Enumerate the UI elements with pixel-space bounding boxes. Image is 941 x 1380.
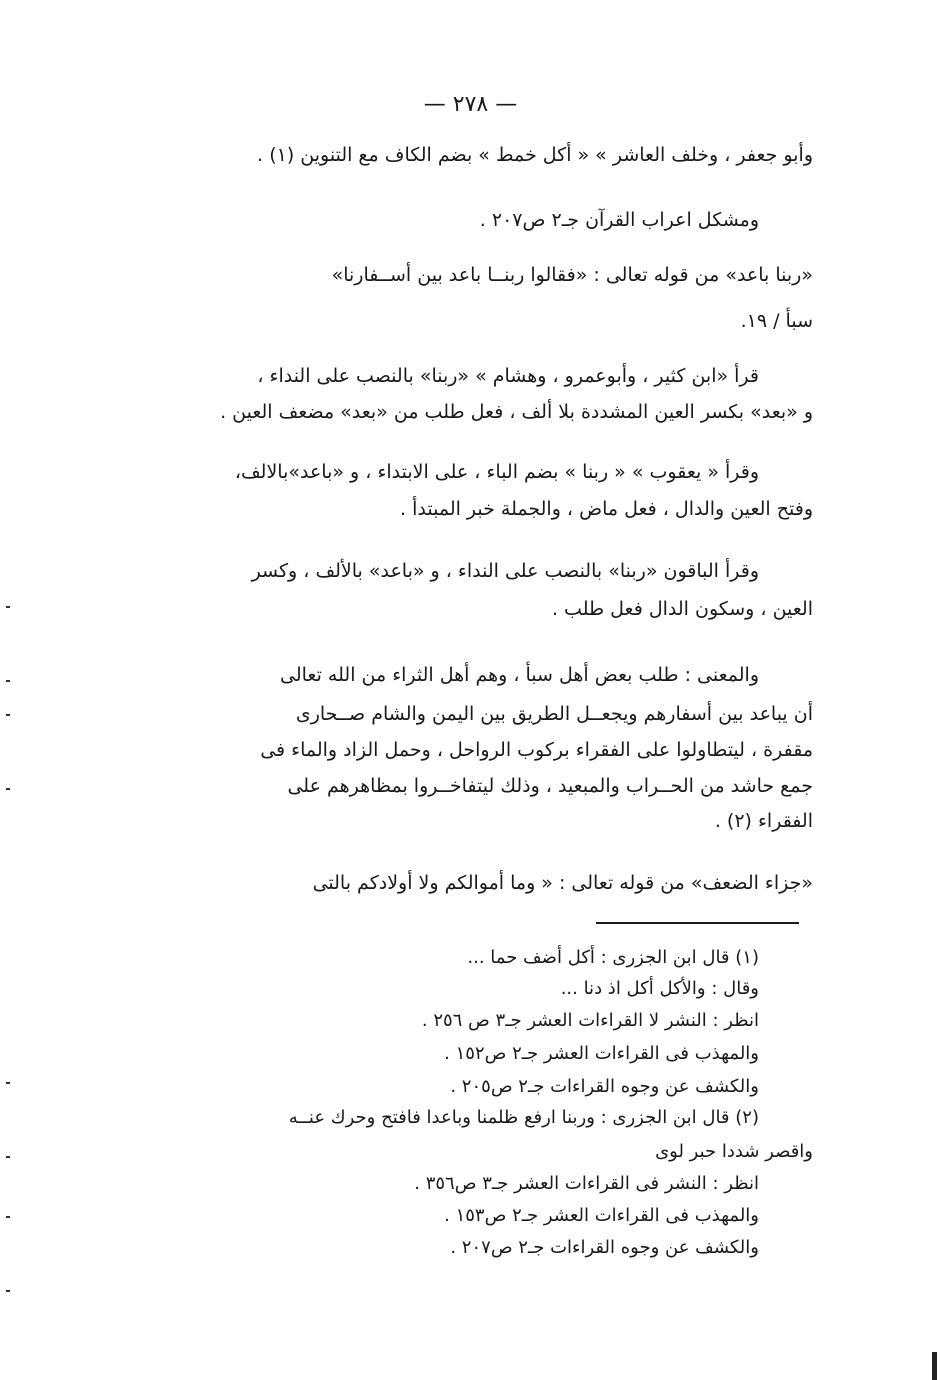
body-line-13: مقفرة ، ليتطاولوا على الفقراء بركوب الرواحل ، وحمل الزاد والماء فى (260, 739, 813, 761)
body-line-11: والمعنى : طلب بعض أهل سبأ ، وهم أهل الثراء من الله تعالى (280, 664, 759, 686)
body-line-4: سبأ / ١٩. (740, 310, 813, 332)
scan-edge-mark (932, 1352, 937, 1380)
body-line-3: «ربنا باعد» من قوله تعالى : «فقالوا ربنــا باعد بين أســفارنا» (331, 264, 813, 286)
margin-mark (6, 680, 10, 682)
footnote-separator (596, 922, 799, 924)
body-line-16: «جزاء الضعف» من قوله تعالى : « وما أموالكم ولا أولادكم بالتى (312, 872, 813, 894)
body-line-6: و «بعد» بكسر العين المشددة بلا ألف ، فعل طلب من «بعد» مضعف العين . (220, 401, 813, 423)
margin-mark (6, 1216, 10, 1218)
body-line-7: وقرأ « يعقوب » « ربنا » بضم الباء ، على الابتداء ، و «باعد»بالالف، (234, 461, 759, 483)
body-line-14: جمع حاشد من الحــراب والمبعيد ، وذلك ليتفاخــروا بمظاهرهم على (287, 775, 813, 797)
footnote-line-7: واقصر شددا حبر لوى (655, 1141, 813, 1162)
body-line-2: ومشكل اعراب القرآن جـ٢ ص٢٠٧ . (479, 209, 759, 231)
footnote-line-9: والمهذب فى القراءات العشر جـ٢ ص١٥٣ . (444, 1205, 759, 1226)
body-line-9: وقرأ الباقون «ربنا» بالنصب على النداء ، و «باعد» بالألف ، وكسر (251, 560, 759, 582)
margin-mark (6, 606, 10, 608)
footnote-line-4: والمهذب فى القراءات العشر جـ٢ ص١٥٢ . (444, 1043, 759, 1064)
footnote-line-2: وقال : والأكل أكل اذ دنا ... (560, 978, 759, 999)
footnote-line-3: انظر : النشر لا القراءات العشر جـ٣ ص ٢٥٦ . (421, 1010, 759, 1031)
margin-mark (6, 1156, 10, 1158)
body-line-5: قرأ «ابن كثير ، وأبوعمرو ، وهشام » «ربنا» بالنصب على النداء ، (257, 365, 759, 387)
margin-mark (6, 1290, 10, 1292)
body-line-8: وفتح العين والدال ، فعل ماض ، والجملة خبر المبتدأ . (400, 498, 813, 520)
footnote-line-5: والكشف عن وجوه القراءات جـ٢ ص٢٠٥ . (450, 1076, 759, 1097)
page-number: — ٢٧٨ — (423, 92, 518, 117)
body-line-1: وأبو جعفر ، وخلف العاشر » « أكل خمط » بضم الكاف مع التنوين (١) . (257, 144, 813, 166)
footnote-line-10: والكشف عن وجوه القراءات جـ٢ ص٢٠٧ . (450, 1237, 759, 1258)
footnote-line-1: (١) قال ابن الجزرى : أكل أضف حما ... (467, 947, 759, 968)
body-line-10: العين ، وسكون الدال فعل طلب . (551, 598, 813, 620)
footnote-line-6: (٢) قال ابن الجزرى : وربنا ارفع ظلمنا وباعدا فافتح وحرك عنــه (288, 1107, 759, 1128)
margin-mark (6, 1082, 10, 1084)
margin-mark (6, 788, 10, 790)
footnote-line-8: انظر : النشر فى القراءات العشر جـ٣ ص٣٥٦ . (414, 1173, 759, 1194)
body-line-15: الفقراء (٢) . (714, 810, 813, 832)
margin-mark (6, 714, 10, 716)
body-line-12: أن يباعد بين أسفارهم ويجعــل الطريق بين اليمن والشام صــحارى (295, 703, 813, 725)
